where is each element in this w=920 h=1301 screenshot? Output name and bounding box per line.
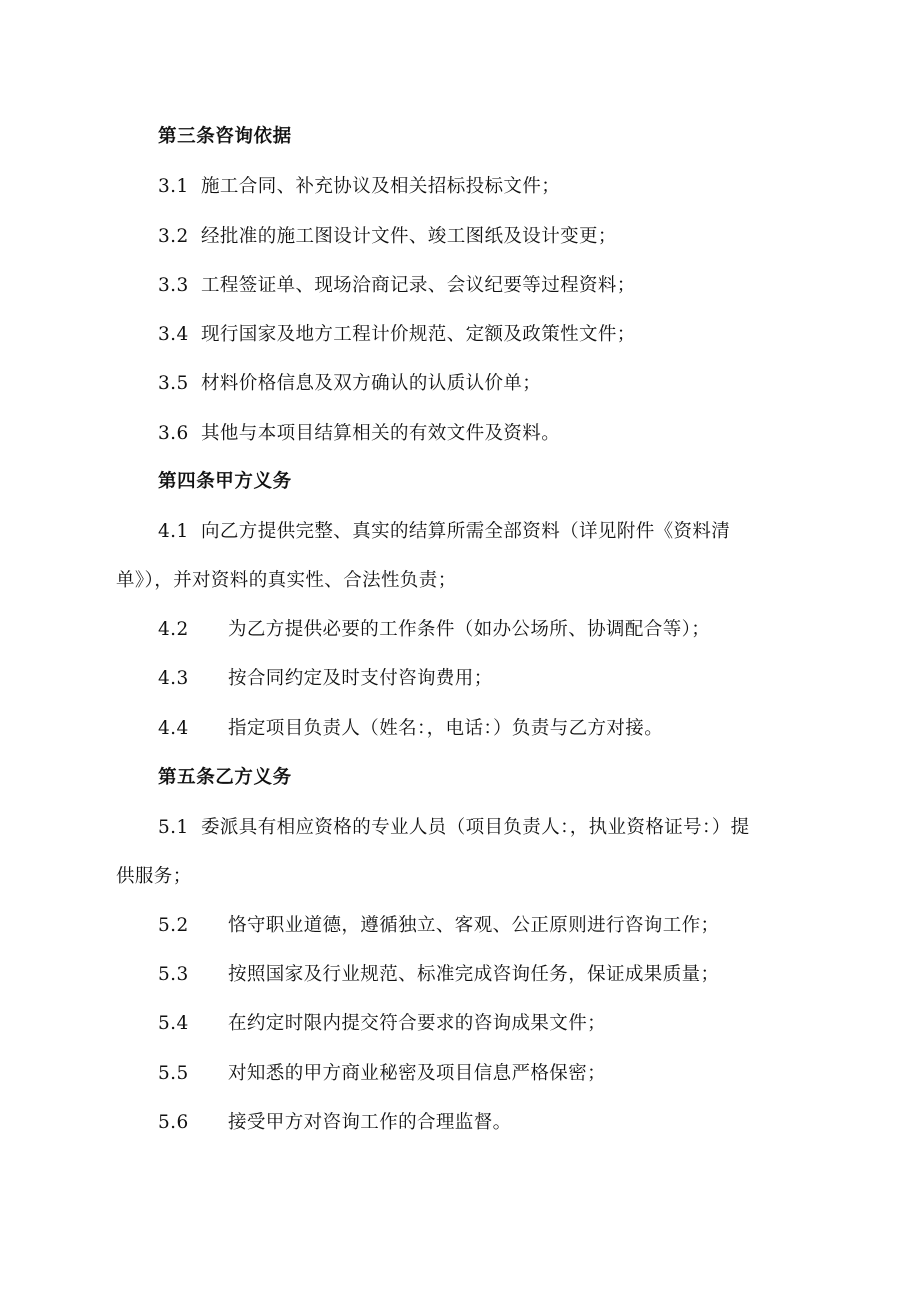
clause-4-1 (158, 520, 730, 544)
clause-text: 按照国家及行业规范、标准完成咨询任务，保证成果质量； (228, 964, 720, 985)
clause-5-2 (158, 914, 719, 938)
clause-text: 恪守职业道德，遵循独立、客观、公正原则进行咨询工作； (228, 915, 720, 936)
clause-number: 3.5 (158, 373, 189, 394)
clause-text: 施工合同、补充协议及相关招标投标文件； (201, 176, 561, 197)
clause-number: 4.3 (158, 668, 189, 689)
clause-text: 现行国家及地方工程计价规范、定额及政策性文件； (201, 324, 636, 345)
clause-3-1 (158, 175, 560, 199)
clause-text: 为乙方提供必要的工作条件（如办公场所、协调配合等）； (228, 619, 711, 640)
clause-number: 5.4 (158, 1013, 189, 1034)
clause-number: 5.2 (158, 915, 189, 936)
clause-number: 4.2 (158, 619, 189, 640)
clause-text: 材料价格信息及双方确认的认质认价单； (201, 373, 542, 394)
clause-number: 5.3 (158, 964, 189, 985)
clause-3-6 (158, 422, 560, 446)
clause-4-1-continuation: 单》），并对资料的真实性、合法性负责； (116, 570, 457, 591)
clause-3-5 (158, 372, 541, 396)
clause-number: 5.1 (158, 817, 189, 838)
clause-text: 其他与本项目结算相关的有效文件及资料。 (201, 423, 561, 444)
clause-text: 在约定时限内提交符合要求的咨询成果文件； (228, 1013, 607, 1034)
clause-text: 工程签证单、现场洽商记录、会议纪要等过程资料； (201, 275, 636, 296)
clause-4-2 (158, 618, 710, 642)
clause-3-2 (158, 225, 617, 249)
clause-number: 3.4 (158, 324, 189, 345)
clause-5-1 (158, 816, 750, 840)
clause-number: 5.5 (158, 1063, 189, 1084)
clause-4-3 (158, 667, 493, 691)
clause-3-3 (158, 274, 636, 298)
clause-text: 对知悉的甲方商业秘密及项目信息严格保密； (228, 1063, 607, 1084)
clause-5-3 (158, 963, 719, 987)
clause-4-4 (158, 717, 663, 741)
clause-number: 5.6 (158, 1112, 189, 1133)
clause-5-6 (158, 1111, 512, 1135)
clause-5-5 (158, 1062, 606, 1086)
clause-text: 指定项目负责人（姓名：，电话：）负责与乙方对接。 (228, 718, 664, 739)
clause-number: 3.3 (158, 275, 189, 296)
clause-number: 4.4 (158, 718, 189, 739)
section-3-heading: 第三条咨询依据 (158, 126, 292, 147)
clause-5-1-continuation: 供服务； (116, 866, 192, 887)
clause-text: 向乙方提供完整、真实的结算所需全部资料（详见附件《资料清 (201, 521, 731, 542)
clause-text: 按合同约定及时支付咨询费用； (228, 668, 493, 689)
clause-number: 3.1 (158, 176, 189, 197)
section-5-heading: 第五条乙方义务 (158, 767, 292, 788)
clause-3-4 (158, 323, 636, 347)
clause-text: 接受甲方对咨询工作的合理监督。 (228, 1112, 512, 1133)
clause-number: 4.1 (158, 521, 189, 542)
section-4-heading: 第四条甲方义务 (158, 471, 292, 492)
clause-number: 3.6 (158, 423, 189, 444)
clause-text: 经批准的施工图设计文件、竣工图纸及设计变更； (201, 226, 617, 247)
clause-5-4 (158, 1012, 606, 1036)
clause-number: 3.2 (158, 226, 189, 247)
clause-text: 委派具有相应资格的专业人员（项目负责人：，执业资格证号：）提 (201, 817, 750, 838)
